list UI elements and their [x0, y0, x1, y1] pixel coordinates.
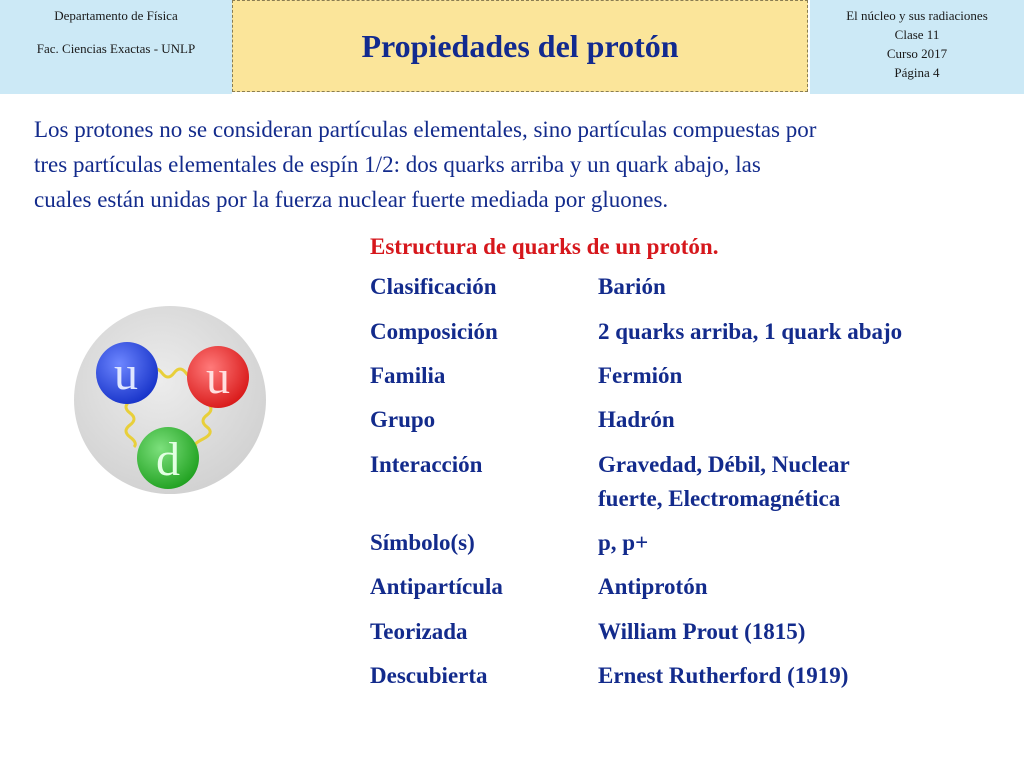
property-label: Familia [370, 363, 446, 388]
property-value: Gravedad, Débil, Nuclear [598, 452, 850, 477]
property-label: Descubierta [370, 663, 488, 688]
slide-title-box [232, 0, 808, 92]
header-department-box [0, 0, 232, 94]
intro-line: Los protones no se consideran partículas elementales, sino partículas compuestas por [34, 117, 817, 142]
property-label: Composición [370, 319, 498, 344]
intro-paragraph [34, 112, 1009, 217]
property-label: Antipartícula [370, 574, 503, 599]
faculty-name: Fac. Ciencias Exactas - UNLP [36, 41, 196, 56]
property-value: Hadrón [598, 407, 675, 432]
property-label: Clasificación [370, 274, 497, 299]
intro-line: cuales están unidas por la fuerza nuclear fuerte mediada por gluones. [34, 187, 669, 212]
up-quark-label: u [206, 351, 230, 404]
slide-title: Propiedades del protón [361, 27, 679, 64]
property-label: Grupo [370, 407, 436, 432]
course-year: Curso 2017 [886, 46, 948, 61]
header-course-box [810, 0, 1024, 94]
down-quark-label: d [156, 433, 180, 486]
property-value: William Prout (1815) [598, 619, 806, 644]
property-label: Símbolo(s) [370, 530, 475, 555]
property-value: Barión [598, 274, 666, 299]
department-name: Departamento de Física [54, 8, 178, 23]
property-value-continuation: fuerte, Electromagnética [598, 486, 841, 511]
property-value: Fermión [598, 363, 683, 388]
course-topic: El núcleo y sus radiaciones [846, 8, 988, 23]
page-number: Página 4 [894, 65, 940, 80]
property-value: p, p+ [598, 530, 649, 555]
property-label: Interacción [370, 452, 483, 477]
property-value: Ernest Rutherford (1919) [598, 663, 849, 688]
properties-title: Estructura de quarks de un protón. [370, 234, 719, 259]
intro-line: tres partículas elementales de espín 1/2: dos quarks arriba y un quark abajo, las [34, 152, 761, 177]
class-number: Clase 11 [894, 27, 940, 42]
property-label: Teorizada [370, 619, 468, 644]
property-value: 2 quarks arriba, 1 quark abajo [598, 319, 903, 344]
proton-quark-diagram [72, 303, 272, 503]
property-value: Antiprotón [598, 574, 708, 599]
up-quark-label: u [114, 347, 138, 400]
